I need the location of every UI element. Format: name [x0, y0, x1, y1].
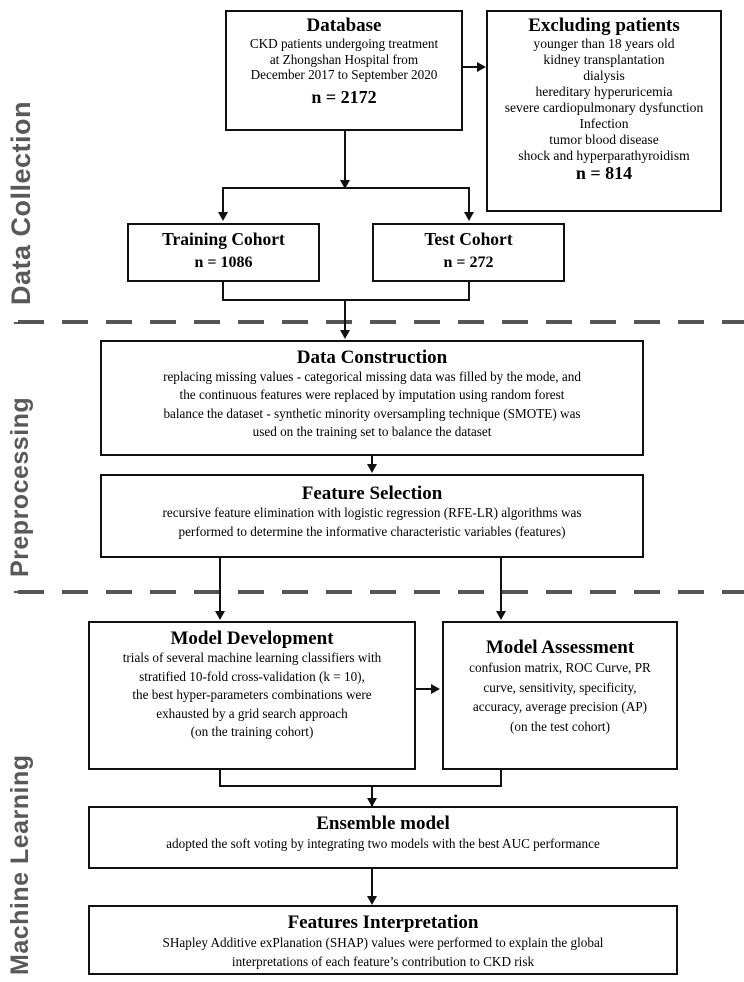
connector-database-down: [344, 131, 346, 187]
connector-feature-selection-to-model-assessment: [500, 558, 502, 614]
connector-merge-to-data-construction: [344, 299, 346, 333]
node-model-development-line: stratified 10-fold cross-validation (k = 10),: [139, 668, 365, 684]
node-model-assessment-body: [450, 658, 670, 736]
node-ensemble-model-body: [96, 834, 670, 854]
node-data-construction-body: [108, 368, 636, 441]
stage-label-machine-learning: Machine Learning: [6, 754, 34, 975]
connector-feature-selection-to-model-development: [219, 558, 221, 614]
node-model-assessment-line: confusion matrix, ROC Curve, PR: [469, 660, 651, 676]
exclusion-criterion: Infection: [579, 115, 629, 131]
node-database-body: [233, 36, 455, 82]
arrowhead-feature-selection-to-model-assessment: [496, 611, 506, 620]
node-model-assessment-line: (on the test cohort): [510, 718, 610, 734]
arrowhead-merge-to-data-construction: [340, 330, 350, 339]
node-test-cohort-title: Test Cohort: [424, 229, 513, 249]
node-excluding-patients-count: n = 814: [575, 163, 633, 184]
node-training-cohort[interactable]: [127, 223, 320, 282]
stage-label-preprocessing: Preprocessing: [6, 396, 34, 577]
node-database[interactable]: [225, 10, 463, 131]
node-model-development-line: trials of several machine learning classifiers with: [122, 650, 382, 666]
exclusion-criterion: dialysis: [583, 68, 625, 84]
node-data-construction-line: replacing missing values - categorical missing data was filled by the mode, and: [163, 369, 581, 385]
node-training-cohort-title: Training Cohort: [162, 229, 285, 249]
arrowhead-split-to-training: [218, 212, 228, 221]
node-database-line: at Zhongshan Hospital from: [269, 51, 419, 67]
node-model-development-line: the best hyper-parameters combinations were: [132, 687, 372, 703]
exclusion-criterion: kidney transplantation: [543, 52, 665, 68]
node-database-line: CKD patients undergoing treatment: [249, 36, 439, 52]
node-excluding-patients[interactable]: [486, 10, 722, 212]
node-model-assessment-title: Model Assessment: [485, 637, 635, 658]
connector-merge-bar-cohorts: [222, 299, 470, 301]
node-features-interpretation[interactable]: [88, 905, 678, 975]
node-model-development[interactable]: [88, 621, 416, 770]
node-excluding-patients-body: [494, 36, 714, 163]
connector-ensemble-to-features-interpretation: [371, 869, 373, 899]
node-model-assessment-line: curve, sensitivity, specificity,: [483, 679, 637, 695]
separator-preprocessing-machine-learning: [18, 590, 744, 594]
connector-merge-bar-models: [219, 785, 502, 787]
node-model-assessment-line: accuracy, average precision (AP): [472, 699, 648, 715]
node-features-interpretation-line: SHapley Additive exPlanation (SHAP) values were performed to explain the global: [162, 935, 604, 951]
node-feature-selection-line: performed to determine the informative characteristic variables (features): [178, 524, 566, 539]
arrowhead-data-construction-to-feature-selection: [367, 464, 377, 473]
node-model-development-line: (on the training cohort): [190, 724, 314, 740]
node-model-development-body: [96, 649, 408, 741]
node-test-cohort[interactable]: [372, 223, 565, 282]
exclusion-criterion: shock and hyperparathyroidism: [518, 147, 690, 163]
separator-data-collection-preprocessing: [18, 320, 744, 324]
node-feature-selection-body: [108, 504, 636, 541]
node-feature-selection[interactable]: [100, 474, 644, 558]
node-feature-selection-line: recursive feature elimination with logistic regression (RFE-LR) algorithms was: [162, 505, 582, 521]
stage-label-data-collection: Data Collection: [6, 100, 36, 305]
exclusion-criterion: younger than 18 years old: [533, 36, 675, 52]
node-features-interpretation-line: interpretations of each feature’s contribution to CKD risk: [231, 954, 535, 970]
exclusion-criterion: hereditary hyperuricemia: [535, 83, 673, 99]
arrowhead-database-to-excluding: [477, 62, 486, 72]
node-features-interpretation-body: [96, 933, 670, 971]
node-data-construction[interactable]: [100, 340, 644, 456]
node-feature-selection-title: Feature Selection: [301, 483, 443, 504]
node-data-construction-line: balance the dataset - synthetic minority oversampling technique (SMOTE) was: [163, 405, 581, 421]
node-database-line: December 2017 to September 2020: [250, 67, 438, 83]
node-ensemble-model[interactable]: [88, 806, 678, 869]
connector-split-bar-cohorts: [222, 187, 470, 189]
node-ensemble-model-title: Ensemble model: [316, 813, 450, 834]
node-excluding-patients-title: Excluding patients: [528, 15, 680, 36]
arrowhead-development-to-assessment: [431, 684, 440, 694]
node-model-development-title: Model Development: [170, 628, 334, 649]
arrowhead-ensemble-to-features-interpretation: [367, 896, 377, 905]
node-data-construction-line: used on the training set to balance the dataset: [252, 423, 492, 439]
node-test-cohort-count: n = 272: [443, 253, 494, 271]
arrowhead-feature-selection-to-model-development: [215, 611, 225, 620]
node-data-construction-line: the continuous features were replaced by imputation using random forest: [179, 387, 565, 403]
node-ensemble-model-line: adopted the soft voting by integrating two models with the best AUC performance: [166, 836, 600, 852]
exclusion-criterion: tumor blood disease: [549, 131, 659, 147]
arrowhead-split-to-test: [464, 212, 474, 221]
node-database-count: n = 2172: [311, 86, 377, 107]
node-model-development-line: exhausted by a grid search approach: [156, 705, 348, 721]
node-training-cohort-count: n = 1086: [194, 253, 253, 271]
node-features-interpretation-title: Features Interpretation: [287, 912, 479, 933]
exclusion-criterion: severe cardiopulmonary dysfunction: [504, 99, 704, 115]
node-database-title: Database: [306, 15, 382, 36]
node-model-assessment[interactable]: [442, 621, 678, 770]
node-data-construction-title: Data Construction: [296, 347, 448, 368]
